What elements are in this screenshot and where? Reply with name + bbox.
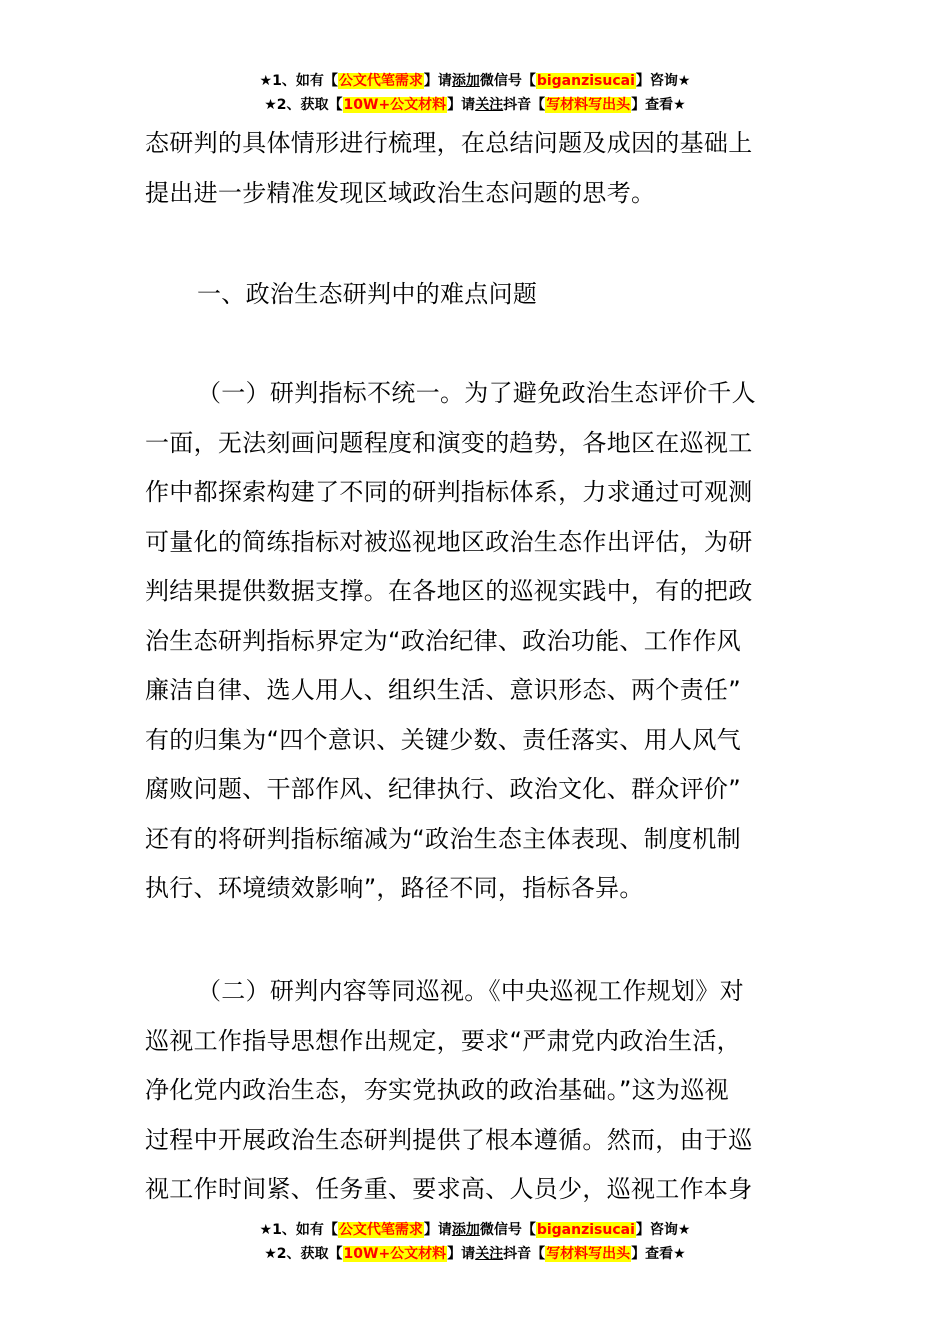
paragraph-indicators xyxy=(145,369,810,914)
footer-banner xyxy=(0,1218,950,1266)
paragraph-content xyxy=(145,967,810,1215)
banner-text: ★2、获取【 xyxy=(264,1246,343,1262)
banner-text: 微信号【 xyxy=(479,1222,536,1238)
text-line: 可量化的简练指标对被巡视地区政治生态作出评估，为研 xyxy=(145,527,753,556)
text-line: 视工作时间紧、任务重、要求高、人员少，巡视工作本身 xyxy=(145,1175,753,1203)
highlight-douyin-account: 写材料写出头 xyxy=(546,1246,631,1262)
banner-line-service xyxy=(0,69,950,93)
underlined-text: 关注 xyxy=(475,97,504,113)
banner-text: 】咨询★ xyxy=(635,1222,691,1238)
underlined-text: 关注 xyxy=(475,1246,504,1262)
text-line: 一面，无法刻画问题程度和演变的趋势，各地区在巡视工 xyxy=(145,428,753,457)
highlight-materials: 10W+公文材料 xyxy=(343,1246,447,1262)
banner-text: 】请 xyxy=(447,1246,476,1262)
banner-text: ★1、如有【 xyxy=(259,73,338,89)
banner-text: 】查看★ xyxy=(631,97,686,113)
banner-text: 抖音【 xyxy=(503,1246,546,1262)
banner-text: 】请 xyxy=(447,97,476,113)
text-line: 态研判的具体情形进行梳理，在总结问题及成因的基础上 xyxy=(145,129,753,157)
highlight-service: 公文代笔需求 xyxy=(338,1222,423,1238)
text-line: 还有的将研判指标缩减为“政治生态主体表现、制度机制 xyxy=(145,824,741,853)
highlight-wechat-id: biganzisucai xyxy=(536,73,635,89)
underlined-text: 添加 xyxy=(451,1222,480,1238)
text-line: 廉洁自律、选人用人、组织生活、意识形态、两个责任” xyxy=(145,676,741,704)
highlight-wechat-id: biganzisucai xyxy=(536,1222,635,1238)
underlined-text: 添加 xyxy=(451,73,480,89)
banner-line-materials xyxy=(0,93,950,117)
section-heading xyxy=(145,270,810,320)
text-line: 治生态研判指标界定为“政治纪律、政治功能、工作作风 xyxy=(145,626,741,655)
text-line: 巡视工作指导思想作出规定，要求“严肃党内政治生活， xyxy=(145,1026,741,1055)
banner-text: ★1、如有【 xyxy=(259,1222,338,1238)
banner-text: 】查看★ xyxy=(631,1246,686,1262)
banner-text: 】咨询★ xyxy=(635,73,691,89)
highlight-service: 公文代笔需求 xyxy=(338,73,423,89)
banner-text: 】请 xyxy=(423,1222,452,1238)
text-line: （二）研判内容等同巡视。《中央巡视工作规划》对 xyxy=(197,977,744,1005)
text-line: 有的归集为“四个意识、关键少数、责任落实、用人风气 xyxy=(145,725,741,754)
continuation-paragraph xyxy=(145,119,810,218)
text-line: 净化党内政治生态，夯实党执政的政治基础。”这为巡视 xyxy=(145,1076,729,1104)
text-line: 腐败问题、干部作风、纪律执行、政治文化、群众评价” xyxy=(145,775,741,803)
text-line: 执行、环境绩效影响”，路径不同，指标各异。 xyxy=(145,874,644,902)
heading-text: 一、政治生态研判中的难点问题 xyxy=(197,280,538,308)
text-line: 提出进一步精准发现区域政治生态问题的思考。 xyxy=(145,178,656,207)
text-line: 作中都探索构建了不同的研判指标体系，力求通过可观测 xyxy=(145,478,753,506)
highlight-materials: 10W+公文材料 xyxy=(343,97,447,113)
text-line: 判结果提供数据支撑。在各地区的巡视实践中，有的把政 xyxy=(145,577,753,605)
banner-text: 微信号【 xyxy=(479,73,536,89)
text-line: （一）研判指标不统一。为了避免政治生态评价千人 xyxy=(197,379,756,407)
banner-line-materials xyxy=(0,1242,950,1266)
banner-text: ★2、获取【 xyxy=(264,97,343,113)
text-line: 过程中开展政治生态研判提供了根本遵循。然而，由于巡 xyxy=(145,1125,753,1154)
banner-text: 】请 xyxy=(423,73,452,89)
highlight-douyin-account: 写材料写出头 xyxy=(546,97,631,113)
header-banner xyxy=(0,69,950,117)
banner-line-service xyxy=(0,1218,950,1242)
banner-text: 抖音【 xyxy=(503,97,546,113)
